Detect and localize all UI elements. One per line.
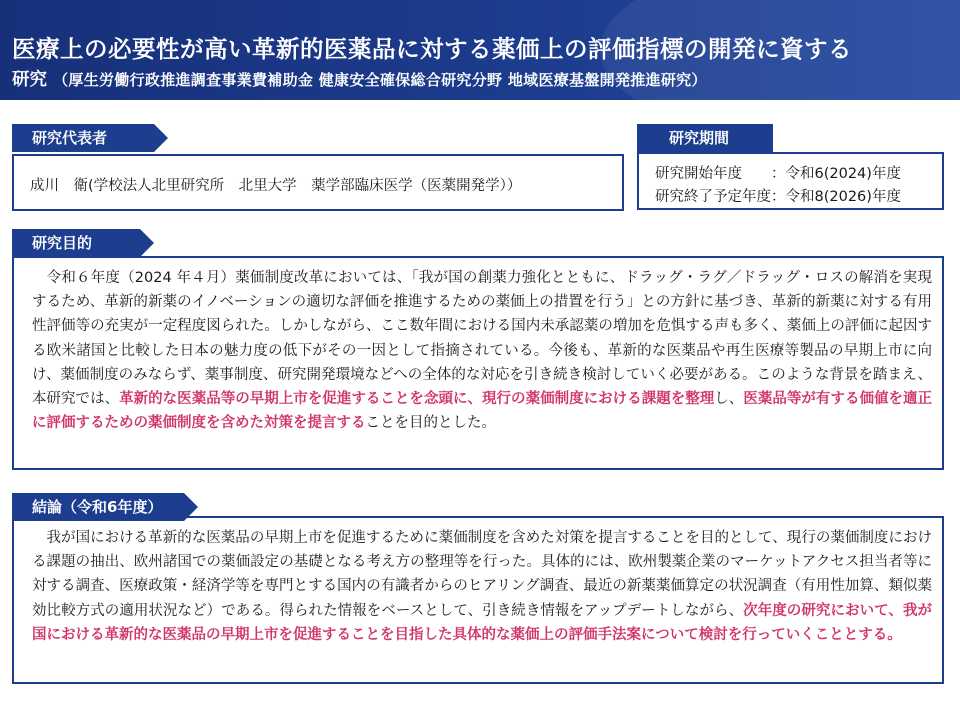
purpose-text: 令和６年度（2024 年４月）薬価制度改革においては、「我が国の創薬力強化とともに、ドラッグ・ラグ／ドラッグ・ロスの解消を実現するため、革新的新薬のイノベーションの適切な評価を推進するための薬価上の措置を行う」との方針に基づき、革新的新薬に対する有用性評価等の充実が一定程度図られた。しかしながら、ここ数年間における国内未承認薬の増加を危惧する声も多く、薬価上の評価に起因する欧米諸国と比較した日本の魅力度の低下がその一因として指摘されている。今後も、革新的な医薬品や再生医療等製品の早期上市に向け、薬価制度のみならず、薬事制度、研究開発環境などへの全体的な対応を引き続き検討していく必要がある。このような背景を踏まえ、本研究では、	[32, 270, 932, 408]
period-box	[637, 152, 944, 210]
period-start-label: 研究開始年度 ：	[655, 166, 786, 182]
purpose-box	[12, 256, 944, 470]
period-start-row	[655, 162, 901, 183]
page-subtitle	[12, 66, 707, 91]
purpose-label: 研究目的	[12, 229, 140, 257]
conclusion-box	[12, 516, 944, 684]
conclusion-label: 結論（令和6年度）	[12, 493, 184, 521]
representative-label: 研究代表者	[12, 124, 154, 152]
title-continuation: 研究	[12, 70, 47, 90]
representative-box	[12, 154, 624, 211]
purpose-highlight-1: 革新的な医薬品等の早期上市を促進することを念頭に、現行の薬価制度における課題を整理	[119, 391, 715, 408]
header-banner	[0, 0, 960, 100]
conclusion-text: 我が国における革新的な医薬品の早期上市を促進するために薬価制度を含めた対策を提言することを目的として、現行の薬価制度における課題の抽出、欧州諸国での薬価設定の基礎となる考え方の整理等を行った。具体的には、欧州製薬企業のマーケットアクセス担当者等に対する調査、医療政策・経済学等を専門とする国内の有識者からのヒアリング調査、最近の新薬薬価算定の状況調査（有用性加算、類似薬効比較方式の適用状況など）である。得られた情報をベースとして、引き続き情報をアップデートしながら、	[32, 530, 932, 619]
period-end-label: 研究終了予定年度：	[655, 189, 786, 205]
purpose-text-end: ことを目的とした。	[365, 415, 496, 432]
representative-text: 成川 衛(学校法人北里研究所 北里大学 薬学部臨床医学（医薬開発学））	[30, 178, 522, 194]
funding-source: （厚生労働行政推進調査事業費補助金 健康安全確保総合研究分野 地域医療基盤開発推進研究）	[53, 71, 707, 89]
period-start-value: 令和6(2024)年度	[785, 166, 901, 182]
conclusion-highlight: 次年度の研究において、我が国における革新的な医薬品の早期上市を促進することを目指した具体的な薬価上の評価手法案について検討を行っていくこととする。	[32, 602, 933, 643]
period-end-value: 令和8(2026)年度	[785, 189, 901, 205]
period-label: 研究期間	[637, 124, 773, 152]
purpose-text-mid: し、	[714, 391, 744, 408]
period-end-row	[655, 185, 901, 206]
page-title: 医療上の必要性が高い革新的医薬品に対する薬価上の評価指標の開発に資する	[12, 35, 852, 63]
conclusion-body	[32, 526, 932, 647]
purpose-body	[32, 266, 932, 435]
purpose-highlight-2: 医薬品等が有する価値を適正に評価するための薬価制度を含めた対策を提言する	[32, 391, 933, 432]
